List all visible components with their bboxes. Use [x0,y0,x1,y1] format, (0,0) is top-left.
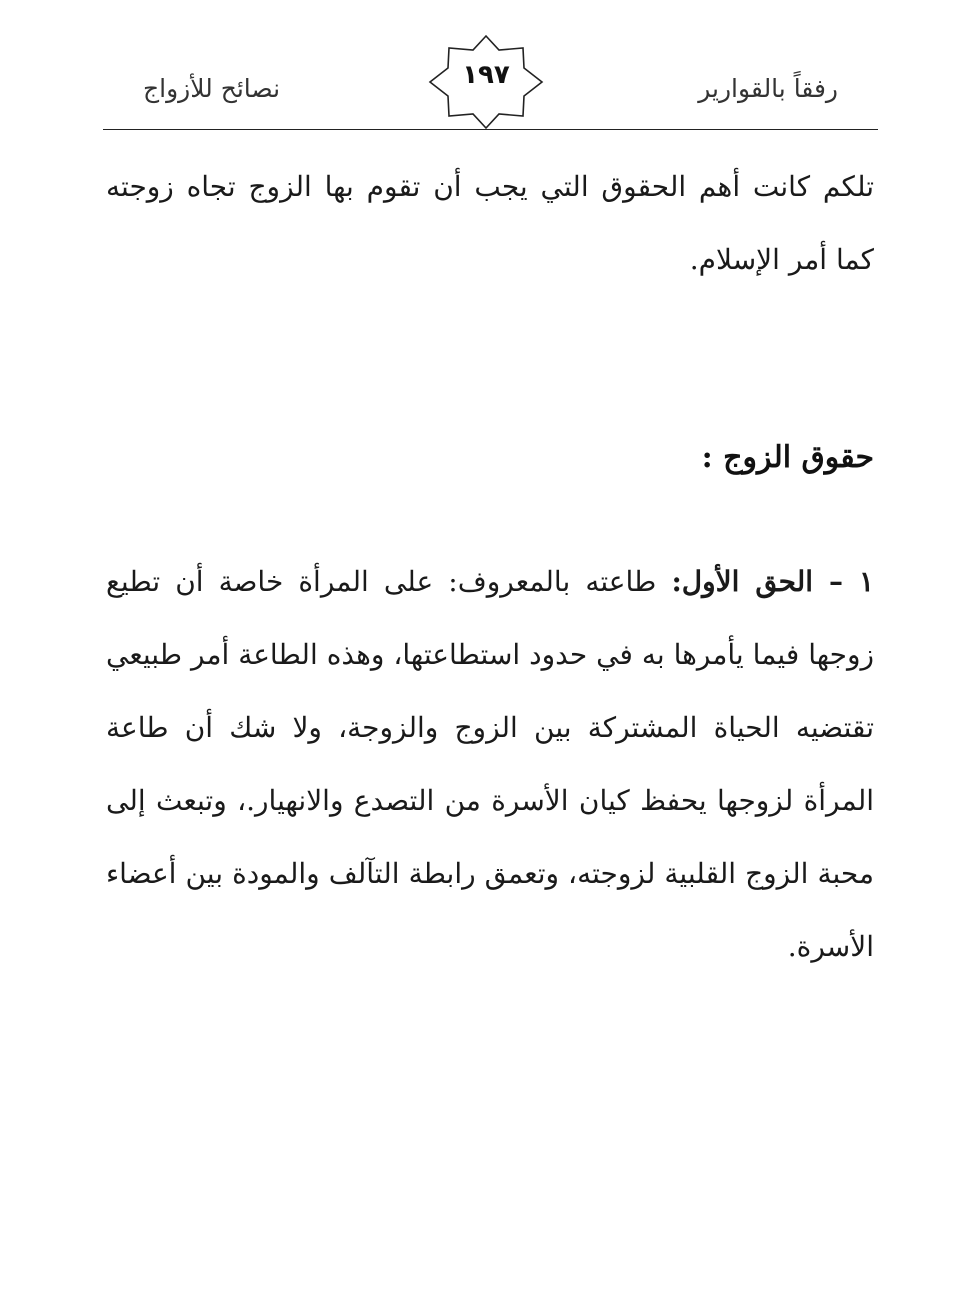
page-header [103,30,878,131]
right-1-paragraph [106,545,874,983]
section-heading: حقوق الزوج : [701,440,874,475]
book-title: رفقاً بالقوارير [698,74,838,103]
page-number-badge [427,34,545,130]
right-1-label: ١ – الحق الأول: [671,565,874,598]
intro-paragraph: تلكم كانت أهم الحقوق التي يجب أن تقوم بها الزوج تجاه زوجته كما أمر الإسلام. [106,170,875,276]
right-1-text: طاعته بالمعروف: على المرأة خاصة أن تطيع زوجها فيما يأمرها به في حدود استطاعتها، وهذه الطاعة أمر طبيعي تقتضيه الحياة المشتركة بين الزوج والزوجة، ولا شك أن طاعة المرأة لزوجها يحفظ كيان الأسرة من التصدع والانهيار.، وتبعث إلى محبة الزوج القلبية لزوجته، وتعمق رابطة التآلف والمودة بين أعضاء الأسرة. [106,565,874,963]
section-title: نصائح للأزواج [143,74,281,103]
header-divider [103,129,878,130]
page-number: ١٩٧ [462,60,510,90]
